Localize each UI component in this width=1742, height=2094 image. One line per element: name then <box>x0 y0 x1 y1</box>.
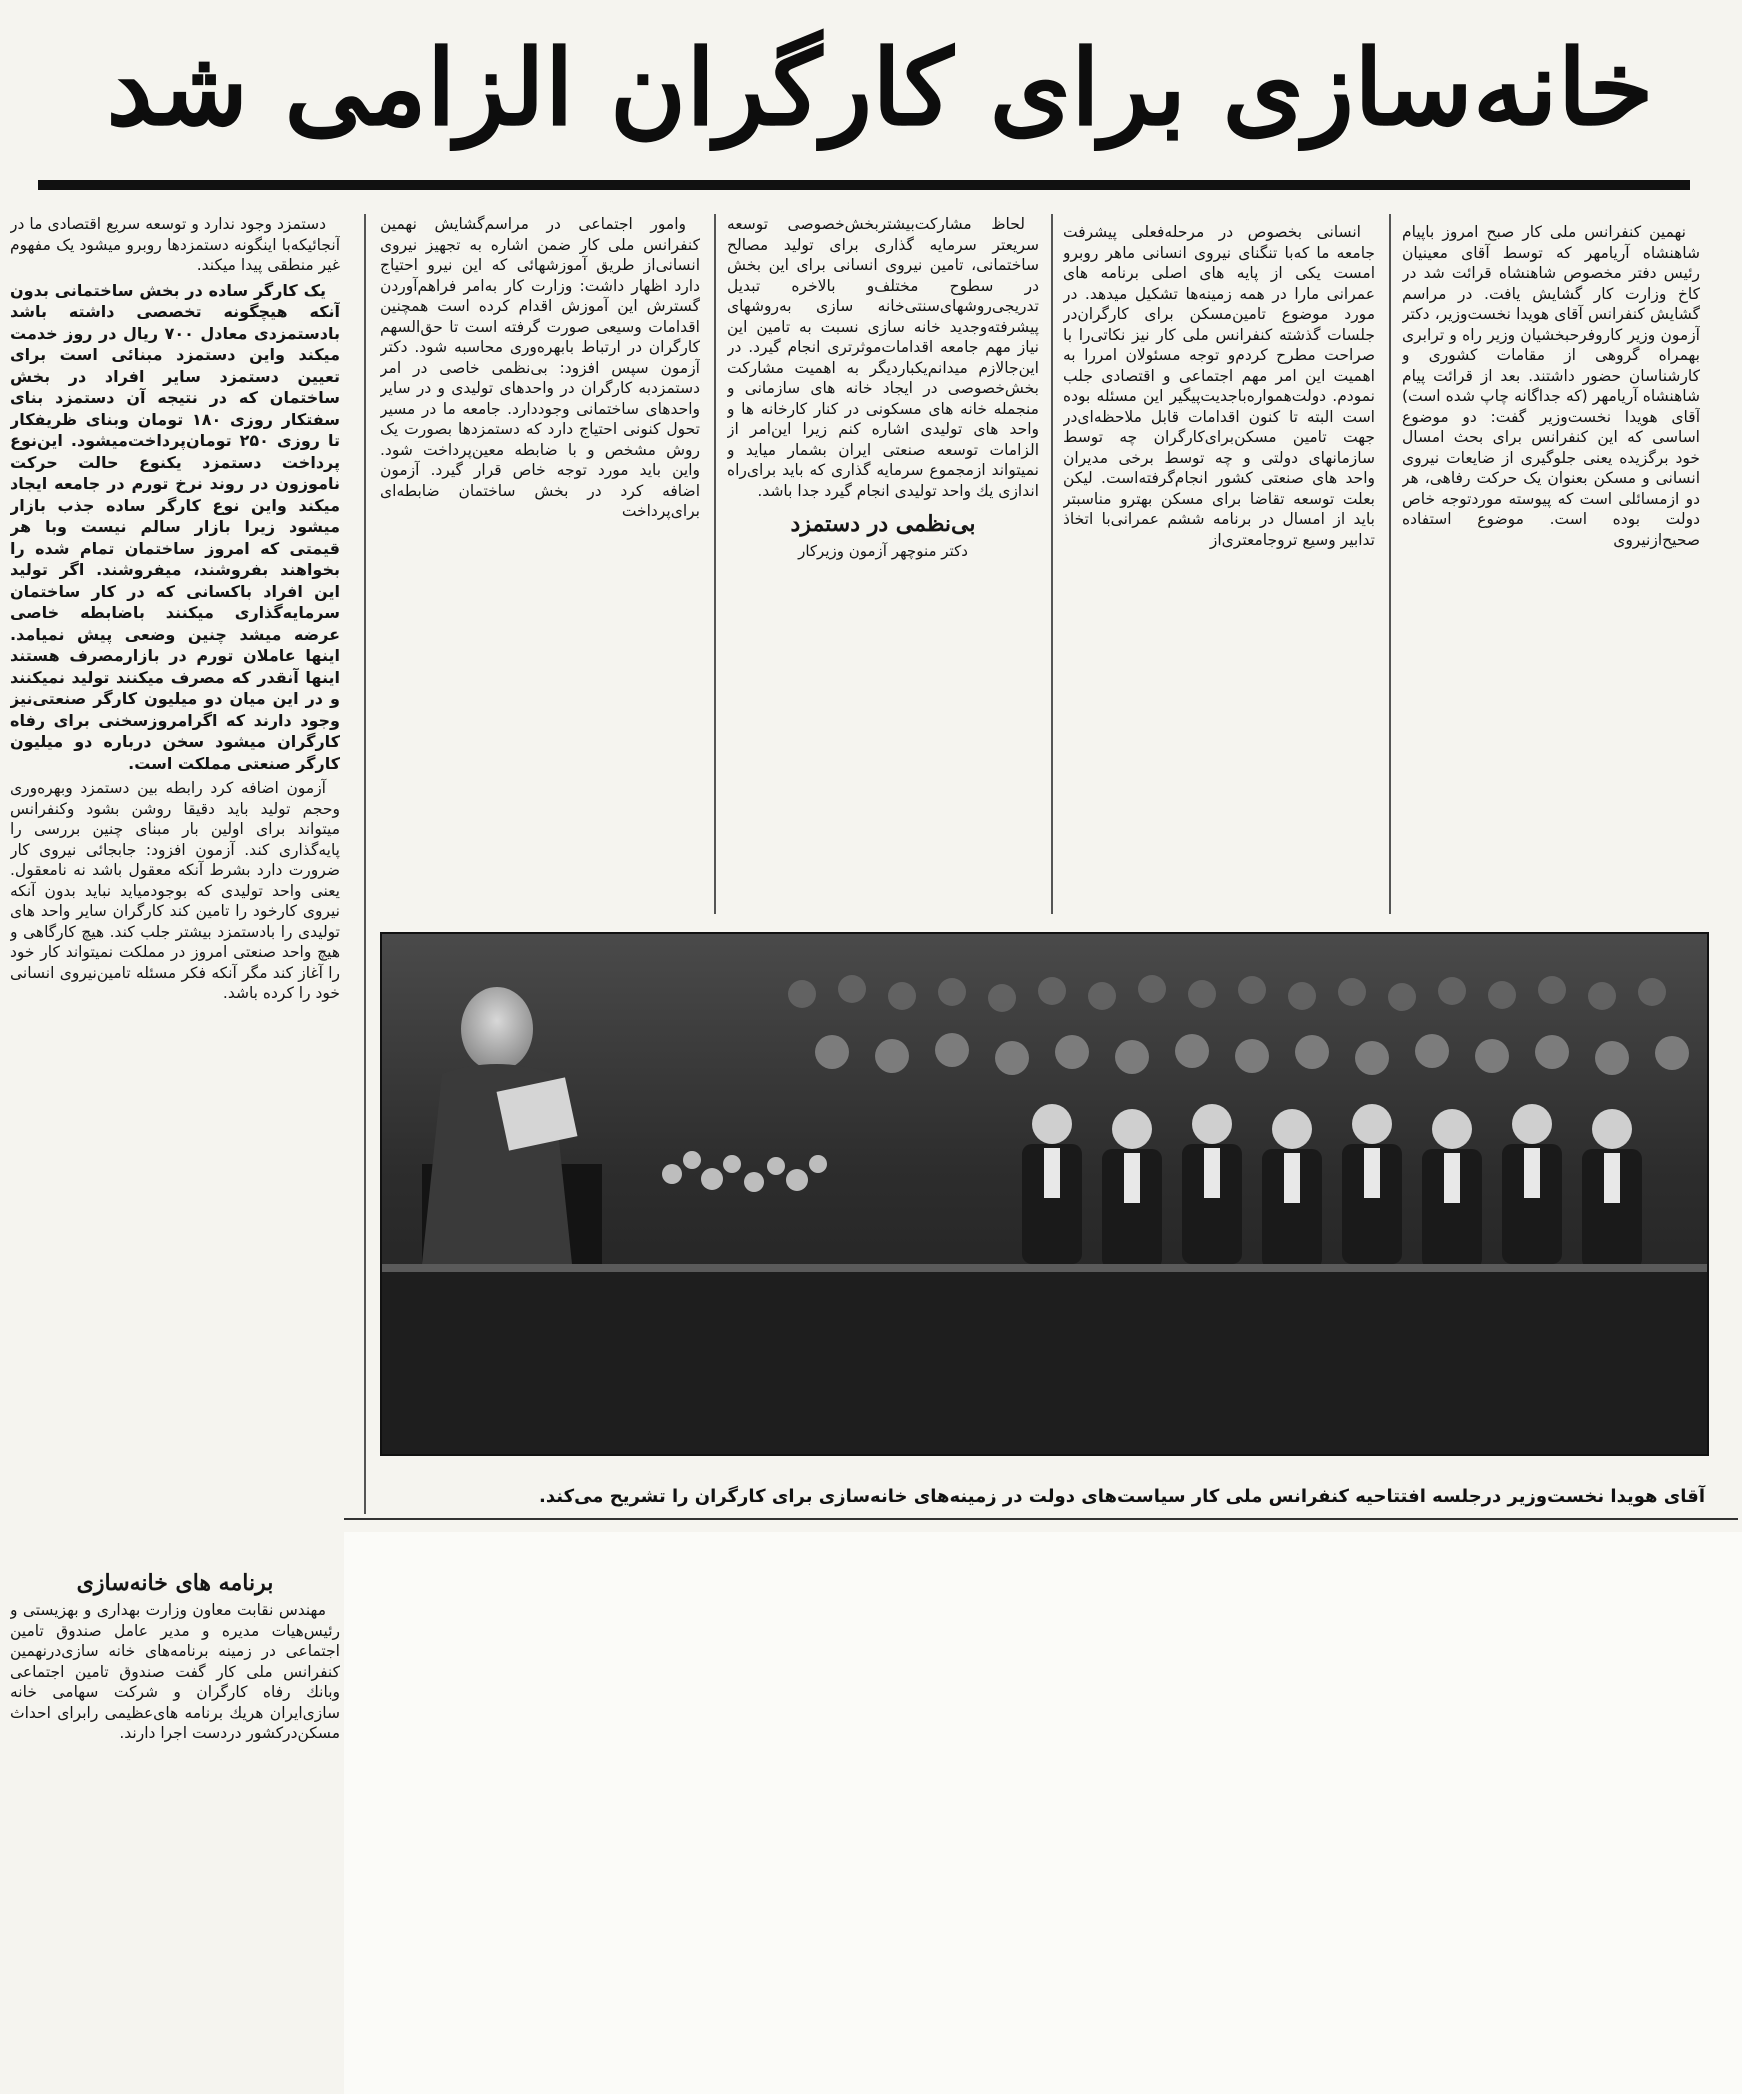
caption-rule <box>344 1518 1738 1520</box>
conference-photo-illustration <box>382 934 1707 1454</box>
article-column-5-continued <box>10 1560 340 2060</box>
column-separator <box>1389 214 1391 914</box>
article-column-5 <box>10 214 340 1544</box>
column-2-text: انسانی بخصوص در مرحله‌فعلی پیشرفت جامعه ما که‌با تنگنای نیروی انسانی ماهر روبرو امست یکی از پایه های اصلی برنامه های عمرانی مارا در همه زمینه‌ها تشکیل میدهد. در مورد موضوع تامین‌مسکن برای کارگران‌در جلسات گذشته کنفرانس ملی کار نیز نکاتی‌را با صراحت مطرح کردم‌و توجه مسئولان امررا به اهمیت این امر مهم اجتماعی و اقتصادی جلب نمودم. دولت‌همواره‌باجدیت‌پیگیر این مسئله بوده است البته تا کنون اقدامات قابل ملاحظه‌ای‌در جهت تامین مسکن‌برای‌کارگران چه توسط سازمانهای دولتی و چه توسط برخی مدیران واحد های صنعتی کشور انجام‌گرفته‌است. لیکن بعلت توسعه تقاضا برای مسکن بهترو مناسبتر باید از امسال در برنامه ششم عمرانی‌با اتخاذ تدابیر وسیع ترو‌جامعتری‌از <box>1063 223 1375 549</box>
article-column-1 <box>1402 222 1700 912</box>
conference-photo <box>380 932 1709 1456</box>
column-4-text: وامور اجتماعی در مراسم‌گشایش نهمین کنفرانس ملی کار ضمن اشاره به تجهیز نیروی انسانی‌از طریق آموزشهائی که این نیرو احتیاج دارد اظهار داشت: وزارت کار به‌امر فراهم‌آوردن گسترش این آموزش اقدام کرده است همچنین اقدامات وسیعی صورت گرفته است تا حق‌السهم کارگران در ارتباط بابهره‌وری محاسبه شود. دکتر آزمون سپس افزود: بی‌نظمی خاصی در امر دستمزدبه کارگران در واحدهای تولیدی و در سایر واحدهای ساختمانی وجوددارد. جامعه ما در مسیر تحول کنونی احتیاج دارد که دستمزدها بصورت یک روش مشخص و با ضابطه معین‌پرداخت شود. واین باید مورد توجه خاص قرار گیرد. آزمون اضافه کرد در بخش ساختمان ضابطه‌ای برای‌پرداخت <box>380 215 700 520</box>
column-5-tail: آزمون اضافه کرد رابطه بین دستمزد وبهره‌وری وحجم تولید باید دقیقا روشن بشود وکنفرانس میتواند برای اولین بار مبنای چنین بررسی را پایه‌گذاری کند. آزمون افزود: جابجائی نیروی کار ضرورت دارد بشرط آنکه معقول باشد نه نامعقول. یعنی واحد تولیدی که بوجودمیاید نباید بدون آنکه نیروی کارخود را تامین کند کارگران سایر واحد های تولیدی را بادستمزد بیشتر جلب کند. هیچ کارگاهی و هیچ واحد صنعتی امروز در مملکت نمیتواند کار خود را آغاز کند مگر آنکه فکر مسئله تامین‌نیروی انسانی خود را کرده باشد. <box>10 779 340 1002</box>
headline-rule <box>38 180 1690 190</box>
column-separator <box>364 214 366 1514</box>
column-3-text: لحاظ مشارکت‌بیشتر‌بخش‌خصوصی توسعه سریعتر سرمایه گذاری برای تولید مصالح ساختمانی، تامین نیروی انسانی برای این بخش در سطوح مختلف‌و بالاخره تبدیل تدریجی‌روشهای‌سنتی‌خانه سازی به‌روشهای پیشرفته‌وجدید خانه سازی نسبت به تامین این نیاز مهم جامعه اقدامات‌موثرتری انجام گیرد. در این‌جالازم میدانم‌یکباردیگر به اهمیت مشارکت بخش‌خصوصی در ایجاد خانه های سازمانی و منجمله خانه های مسکونی در کنار کارخانه ها و واحد های تولیدی اشاره کنم زیرا این‌امر از الزامات توسعه صنعتی ایران بشمار میاید و نمیتواند ازمجموع سرمایه گذاری که باید برای‌راه اندازی یك واحد تولیدی انجام گیرد جدا باشد. <box>727 215 1039 500</box>
column-3-subhead: بی‌نظمی در دستمزد <box>790 511 976 537</box>
column-5-subhead: برنامه های خانه‌سازی <box>76 1570 274 1596</box>
headline: خانه‌سازی برای کارگران الزامی شد <box>106 26 1654 149</box>
column-5-bold-text: یک کارگر ساده در بخش ساختمانی بدون آنکه هیچگونه تخصصی داشته باشد بادستمزدی معادل ۷۰۰ ریال در روز خدمت میکند واین دستمزد مبنائی است برای تعیین دستمزد سایر افراد در بخش ساختمان که در نتیجه آن دستمزد بنای سفتکار روزی ۱۸۰ تومان وبنای ظریفکار تا روزی ۲۵۰ تومان‌پرداخت‌میشود. این‌نوع پرداخت دستمزد یکنوع حالت حرکت ناموزون در روند نرخ تورم در جامعه ایجاد میکند واین نوع کارگر ساده جذب بازار میشود زیرا بازار سالم نیست وبا هر قیمتی که امروز ساختمان تمام شده را بخواهند بفروشند، میفروشند. اگر تولید این افراد باکسانی که در کار ساختمان سرمایه‌گذاری میکنند باضابطه خاصی عرضه میشد چنین وضعی پیش نمیامد. اینها عاملان تورم در بازارمصرف هستند اینها آنقدر که مصرف میکنند تولید نمیکنند و در این میان دو میلیون کارگر صنعتی‌نیز وجود دارند که اگرامروزسخنی برای رفاه کارگران میشود سخن درباره دو میلیون کارگر صنعتی مملکت است. <box>10 280 340 773</box>
article-column-2 <box>1063 222 1375 912</box>
photo-caption: آقای هویدا نخست‌وزیر درجلسه افتتاحیه کنفرانس ملی کار سیاست‌های دولت در زمینه‌های خانه‌سازی برای کارگران را تشریح می‌کند. <box>539 1486 1705 1507</box>
column-separator <box>714 214 716 914</box>
column-5-lead: دستمزد وجود ندارد و توسعه سریع اقتصادی ما در آنجائیکه‌با اینگونه دستمزدها روبرو میشود یک مفهوم غیر منطقی پیدا میکند. <box>10 215 340 274</box>
column-1-text: نهمین کنفرانس ملی کار صبح امروز باپیام شاهنشاه آریامهر که توسط آقای معینیان رئیس دفتر مخصوص شاهنشاه قرائت شد در کاخ وزارت کار گشایش یافت. در مراسم گشایش کنفرانس آقای هویدا نخست‌وزیر، دکتر آزمون وزیر کاروفرحبخشیان وزیر راه و ترابری بهمراه گروهی از مقامات کشوری و کارشناسان حضور داشتند. بعد از قرائت پیام شاهنشاه آریامهر (که جداگانه چاپ شده است) آقای هویدا نخست‌وزیر گفت: دو موضوع اساسی که این کنفرانس برای بحث امسال خود برگزیده یعنی جلوگیری از ضایعات نیروی انسانی و مسکن بعنوان یک حرکت رفاهی، هر دو ازمسائلی است که پیوسته موردتوجه خاص دولت بوده است. موضوع استفاده صحیح‌ازنیروی <box>1402 223 1700 549</box>
column-5-bottom-text: مهندس نقابت معاون وزارت بهداری و بهزیستی و رئیس‌هیات مدیره و مدیر عامل صندوق تامین اجتماعی در زمینه برنامه‌های خانه سازی‌درنهمین کنفرانس ملی کار گفت صندوق تامین اجتماعی وبانك رفاه کارگران و شرکت سهامی خانه سازی‌ایران هریك برنامه های‌عظیمی رابرای احداث مسکن‌درکشور دردست اجرا دارند. <box>10 1601 340 1742</box>
column-3-byline: دکتر منوچهر آزمون وزیرکار <box>798 542 968 560</box>
article-column-4 <box>380 214 700 904</box>
article-column-3 <box>727 214 1039 884</box>
column-separator <box>1051 214 1053 914</box>
